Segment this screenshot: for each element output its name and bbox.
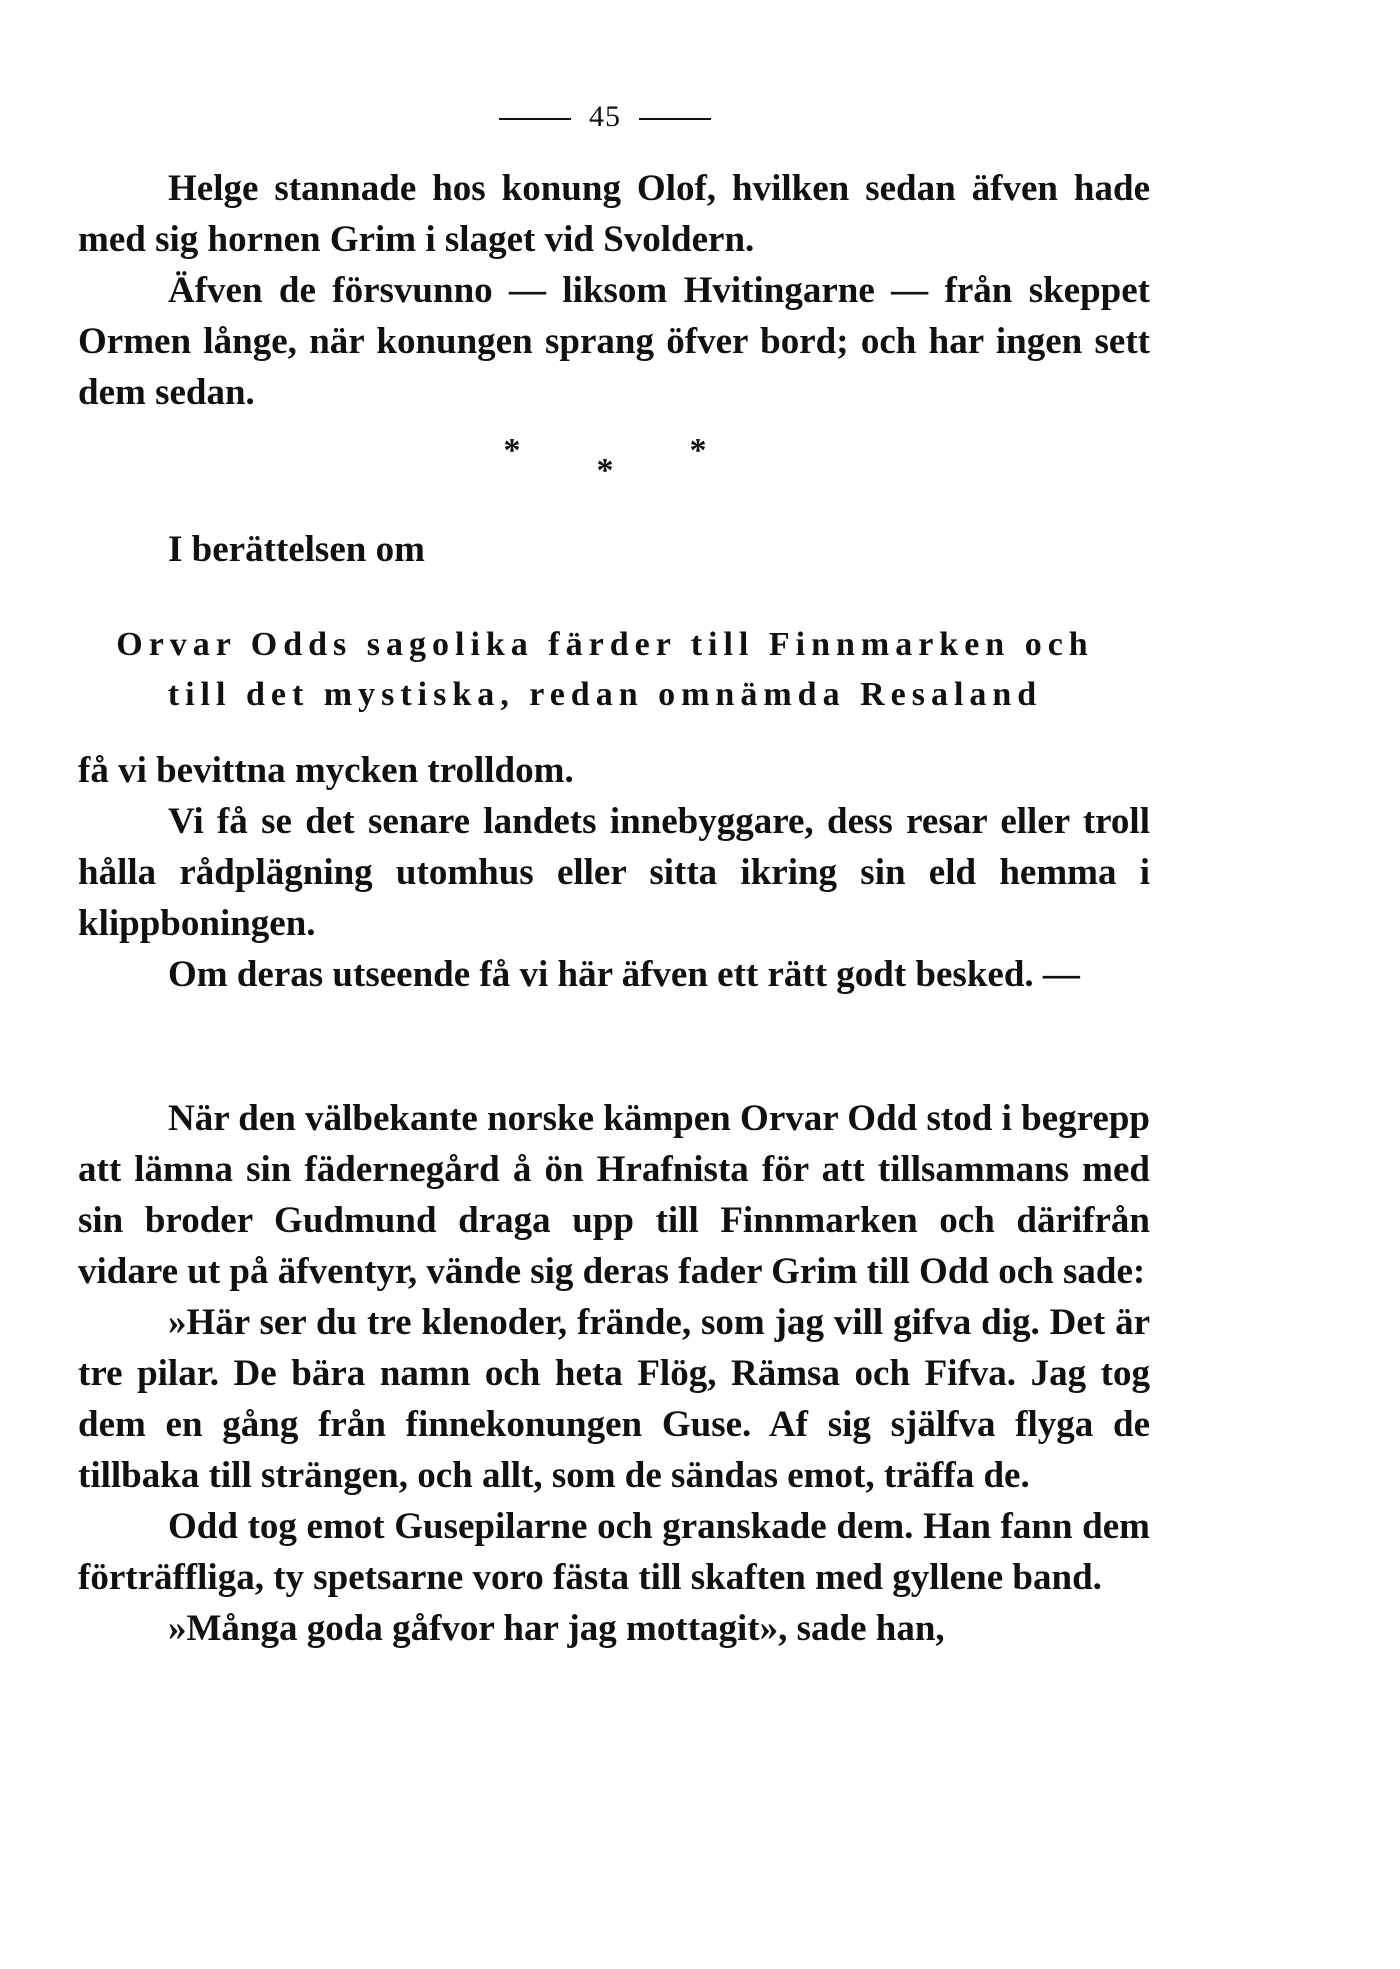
paragraph: Helge stannade hos konung Olof, hvilken sedan äfven hade med sig hornen Grim i slaget vid Svoldern. — [78, 168, 1150, 260]
asterism — [0, 432, 1210, 489]
paragraph: »Här ser du tre klenoder, frände, som jag vill gifva dig. Det är tre pilar. De bära namn och heta Flög, Rämsa och Fifva. Jag tog dem en gång från finnekonungen Guse. Af sig själfva flyga de tillbaka till strängen, och allt, som de sändas emot, träffa de. — [78, 1302, 1150, 1496]
intro-block — [78, 524, 1150, 575]
spaced-title — [0, 620, 1210, 720]
paragraph: få vi bevittna mycken trolldom. — [78, 750, 574, 791]
header-dash-right — [639, 118, 711, 120]
paragraph: När den välbekante norske kämpen Orvar Odd stod i begrepp att lämna sin fädernegård å ön Hrafnista för att tillsammans med sin broder Gudmund draga upp till Finnmarken och därifrån vidare ut på äfventyr, vände sig deras fader Grim till Odd och sade: — [78, 1098, 1150, 1292]
asterisk: * — [689, 432, 707, 469]
spaced-title-line: Orvar Odds sagolika färder till Finnmarken och — [116, 626, 1094, 663]
paragraph: Odd tog emot Gusepilarne och granskade dem. Han fann dem förträffliga, ty spetsarne voro fästa till skaften med gyllene band. — [78, 1506, 1150, 1598]
intro-line: I berättelsen om — [168, 529, 425, 570]
spaced-title-line: till det mystiska, redan omnämda Resaland — [167, 676, 1043, 713]
asterisk: * — [596, 452, 614, 489]
asterisk: * — [503, 432, 521, 469]
paragraph-block-1 — [78, 163, 1150, 418]
paragraph: Vi få se det senare landets innebyggare, dess resar eller troll hålla rådplägning utomhus eller sitta ikring sin eld hemma i klippboningen. — [78, 801, 1150, 944]
header-dash-left — [499, 118, 571, 120]
paragraph: »Många goda gåfvor har jag mottagit», sade han, — [168, 1608, 945, 1649]
page-number: 45 — [589, 100, 621, 133]
paragraph: Äfven de försvunno — liksom Hvitingarne — från skeppet Ormen långe, när konungen sprang öfver bord; och har ingen sett dem sedan. — [78, 270, 1150, 413]
paragraph-block-3 — [78, 1093, 1150, 1654]
page-header — [0, 100, 1210, 134]
paragraph-block-2 — [78, 745, 1150, 1000]
paragraph: Om deras utseende få vi här äfven ett rätt godt besked. — — [168, 954, 1080, 995]
